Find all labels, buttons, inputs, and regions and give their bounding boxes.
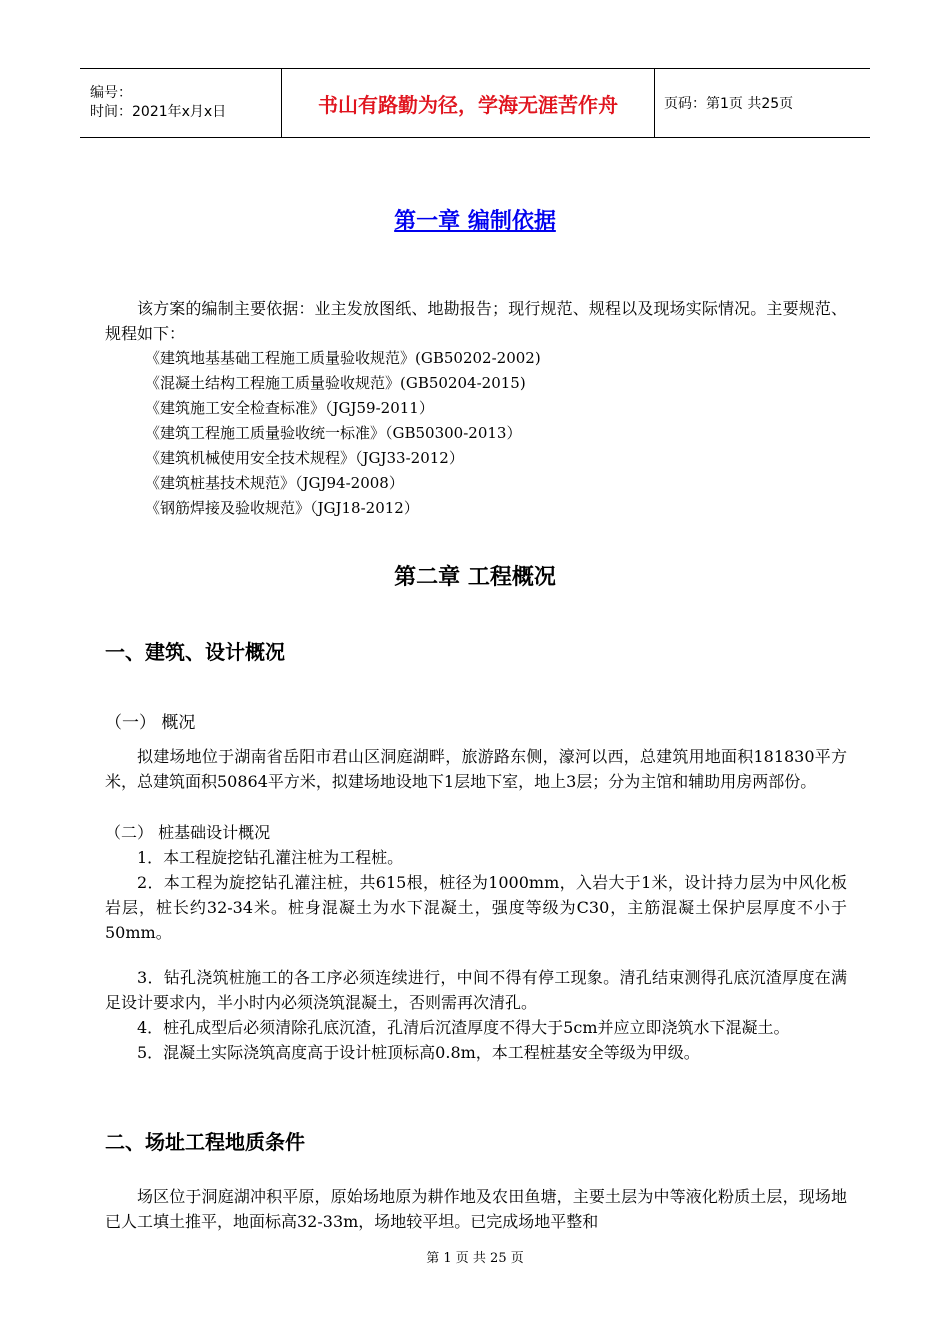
reference-item: 《建筑工程施工质量验收统一标准》（GB50300-2013）	[145, 424, 522, 442]
pile-item: 2．本工程为旋挖钻孔灌注桩，共615根，桩径为1000mm，入岩大于1米，设计持力层为中风化板岩层，桩长约32-34米。桩身混凝土为水下混凝土，强度等级为C30，主筋混凝土保护层厚度不小于50mm。	[105, 873, 847, 942]
pile-item: 4．桩孔成型后必须清除孔底沉渣，孔清后沉渣厚度不得大于5cm并应立即浇筑水下混凝土。	[137, 1018, 790, 1037]
header-motto: 书山有路勤为径，学海无涯苦作舟	[281, 69, 655, 137]
reference-item: 《建筑桩基技术规范》（JGJ94-2008）	[145, 474, 404, 492]
subsection1-text: 拟建场地位于湖南省岳阳市君山区洞庭湖畔，旅游路东侧，濠河以西，总建筑用地面积181830平方米，总建筑面积50864平方米，拟建场地设地下1层地下室，地上3层；分为主馆和辅助用房两部份。	[105, 747, 847, 791]
reference-item: 《建筑机械使用安全技术规程》（JGJ33-2012）	[145, 449, 464, 467]
chapter1-title[interactable]	[0, 204, 950, 235]
pile-item: 1．本工程旋挖钻孔灌注桩为工程桩。	[137, 848, 404, 867]
header-meta-cell	[80, 69, 281, 137]
chapter1-intro	[105, 296, 847, 346]
reference-list	[145, 346, 541, 521]
header-page-info: 页码：第1页 共25页	[664, 96, 794, 112]
pile-item: 5．混凝土实际浇筑高度高于设计桩顶标高0.8m，本工程桩基安全等级为甲级。	[137, 1043, 700, 1062]
page-footer: 第 1 页 共 25 页	[426, 1251, 524, 1266]
doc-number-label: 编号：	[90, 85, 132, 101]
section1-heading: 一、建筑、设计概况	[105, 640, 285, 664]
chapter2-title: 第二章 工程概况	[394, 565, 556, 590]
pile-item: 3．钻孔浇筑桩施工的各工序必须连续进行，中间不得有停工现象。清孔结束测得孔底沉渣厚度在满足设计要求内，半小时内必须浇筑混凝土，否则需再次清孔。	[105, 968, 847, 1012]
section2-body	[105, 1184, 847, 1234]
section2-text: 场区位于洞庭湖冲积平原，原始场地原为耕作地及农田鱼塘，主要土层为中等液化粉质土层，现场地已人工填土推平，地面标高32-33m，场地较平坦。已完成场地平整和	[105, 1187, 847, 1231]
chapter1-title-link[interactable]: 第一章 编制依据	[394, 209, 556, 234]
header-table	[80, 68, 870, 138]
reference-item: 《建筑施工安全检查标准》（JGJ59-2011）	[145, 399, 434, 417]
chapter1-intro-text: 该方案的编制主要依据：业主发放图纸、地勘报告；现行规范、规程以及现场实际情况。主要规范、规程如下：	[105, 299, 847, 343]
subsection1-heading: （一） 概况	[105, 713, 196, 733]
subsection1-body	[105, 744, 847, 794]
subsection2-heading: （二） 桩基础设计概况	[105, 823, 271, 842]
reference-item: 《混凝土结构工程施工质量验收规范》(GB50204-2015)	[145, 374, 526, 392]
reference-item: 《建筑地基基础工程施工质量验收规范》(GB50202-2002)	[145, 349, 541, 367]
reference-item: 《钢筋焊接及验收规范》（JGJ18-2012）	[145, 499, 419, 517]
pile-items	[105, 845, 847, 1065]
section2-heading: 二、场址工程地质条件	[105, 1130, 305, 1154]
doc-time-label: 时间：2021年x月x日	[90, 104, 227, 120]
